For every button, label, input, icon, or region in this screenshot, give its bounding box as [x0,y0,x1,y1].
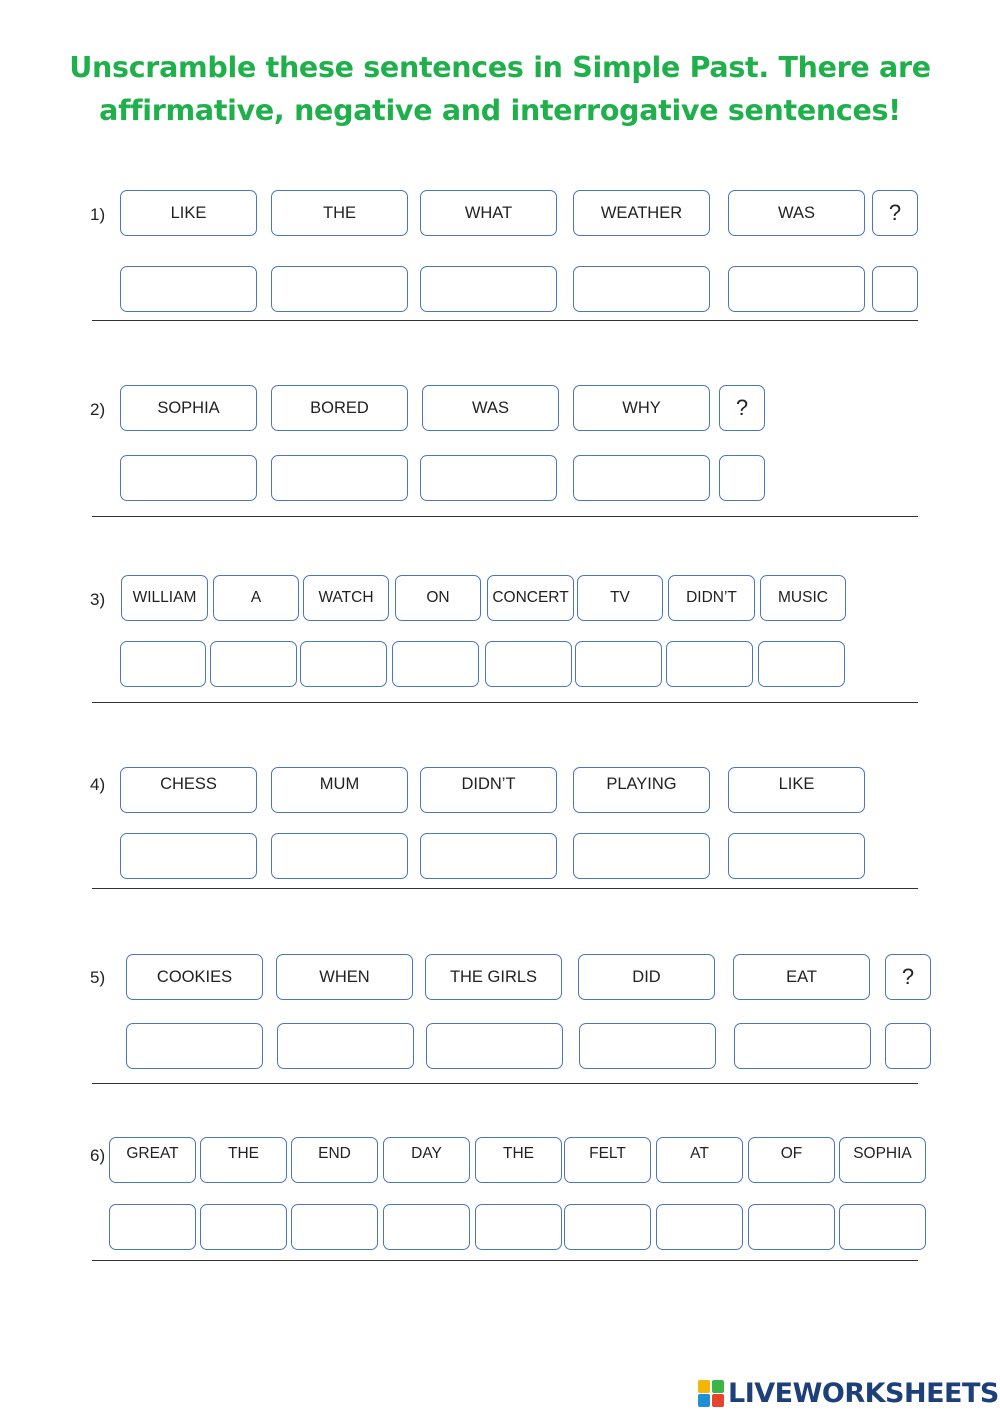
title-line-1: Unscramble these sentences in Simple Past. There are [69,51,931,84]
answer-slot[interactable] [579,1023,716,1069]
word-tile[interactable]: TV [577,575,663,621]
answer-slot[interactable] [420,455,557,501]
exercise-number: 3) [90,590,106,609]
answer-line [92,1083,918,1084]
worksheet-title [0,46,1000,132]
word-tile[interactable]: THE [271,190,408,236]
exercise-number: 6) [90,1146,106,1165]
answer-slot[interactable] [573,833,710,879]
word-tile[interactable]: DID [578,954,715,1000]
word-tile[interactable]: BORED [271,385,408,431]
word-tile[interactable]: THE GIRLS [425,954,562,1000]
word-tile[interactable]: DIDN’T [420,767,557,813]
logo-text: LIVEWORKSHEETS [728,1377,999,1409]
answer-slot[interactable] [748,1204,835,1250]
word-tile[interactable]: MUSIC [760,575,846,621]
answer-slot[interactable] [291,1204,378,1250]
answer-line [92,888,918,889]
exercise-number: 4) [90,775,106,794]
answer-slot[interactable] [475,1204,562,1250]
answer-slot[interactable] [120,455,257,501]
word-tile[interactable]: WILLIAM [121,575,208,621]
word-tile[interactable]: EAT [733,954,870,1000]
question-mark-tile[interactable]: ? [872,190,918,236]
logo-blocks-icon [698,1378,726,1408]
word-tile[interactable]: MUM [271,767,408,813]
word-tile[interactable]: WATCH [303,575,389,621]
answer-slot[interactable] [200,1204,287,1250]
answer-slot[interactable] [728,833,865,879]
word-tile[interactable]: SOPHIA [120,385,257,431]
answer-slot[interactable] [120,266,257,312]
word-tile[interactable]: SOPHIA [839,1137,926,1183]
word-tile[interactable]: DAY [383,1137,470,1183]
exercise-number: 1) [90,205,106,224]
answer-slot[interactable] [383,1204,470,1250]
word-tile[interactable]: CHESS [120,767,257,813]
word-tile[interactable]: A [213,575,299,621]
word-tile[interactable]: WAS [728,190,865,236]
answer-slot[interactable] [573,266,710,312]
word-tile[interactable]: AT [656,1137,743,1183]
word-tile[interactable]: END [291,1137,378,1183]
answer-slot[interactable] [656,1204,743,1250]
answer-slot[interactable] [126,1023,263,1069]
word-tile[interactable]: THE [200,1137,287,1183]
answer-slot[interactable] [575,641,662,687]
answer-slot[interactable] [719,455,765,501]
question-mark-tile[interactable]: ? [885,954,931,1000]
exercise-number: 2) [90,400,106,419]
word-tile[interactable]: WHAT [420,190,557,236]
word-tile[interactable]: THE [475,1137,562,1183]
answer-slot[interactable] [277,1023,414,1069]
answer-slot[interactable] [758,641,845,687]
word-tile[interactable]: WHY [573,385,710,431]
answer-line [92,1260,918,1261]
answer-slot[interactable] [728,266,865,312]
liveworksheets-logo [698,1376,999,1410]
answer-slot[interactable] [485,641,572,687]
answer-slot[interactable] [420,266,557,312]
answer-slot[interactable] [885,1023,931,1069]
answer-slot[interactable] [564,1204,651,1250]
word-tile[interactable]: LIKE [120,190,257,236]
word-tile[interactable]: LIKE [728,767,865,813]
answer-slot[interactable] [120,833,257,879]
exercise-number: 5) [90,968,106,987]
answer-slot[interactable] [300,641,387,687]
answer-line [92,702,918,703]
word-tile[interactable]: PLAYING [573,767,710,813]
answer-slot[interactable] [271,455,408,501]
answer-slot[interactable] [573,455,710,501]
answer-slot[interactable] [872,266,918,312]
word-tile[interactable]: GREAT [109,1137,196,1183]
word-tile[interactable]: CONCERT [487,575,574,621]
answer-slot[interactable] [120,641,206,687]
answer-slot[interactable] [271,266,408,312]
answer-line [92,320,918,321]
word-tile[interactable]: WAS [422,385,559,431]
answer-slot[interactable] [109,1204,196,1250]
answer-slot[interactable] [734,1023,871,1069]
answer-slot[interactable] [666,641,753,687]
word-tile[interactable]: WEATHER [573,190,710,236]
word-tile[interactable]: FELT [564,1137,651,1183]
title-line-2: affirmative, negative and interrogative sentences! [99,94,901,127]
answer-line [92,516,918,517]
question-mark-tile[interactable]: ? [719,385,765,431]
answer-slot[interactable] [392,641,479,687]
word-tile[interactable]: ON [395,575,481,621]
answer-slot[interactable] [839,1204,926,1250]
word-tile[interactable]: OF [748,1137,835,1183]
answer-slot[interactable] [426,1023,563,1069]
answer-slot[interactable] [210,641,297,687]
word-tile[interactable]: WHEN [276,954,413,1000]
word-tile[interactable]: DIDN’T [668,575,755,621]
answer-slot[interactable] [420,833,557,879]
word-tile[interactable]: COOKIES [126,954,263,1000]
answer-slot[interactable] [271,833,408,879]
